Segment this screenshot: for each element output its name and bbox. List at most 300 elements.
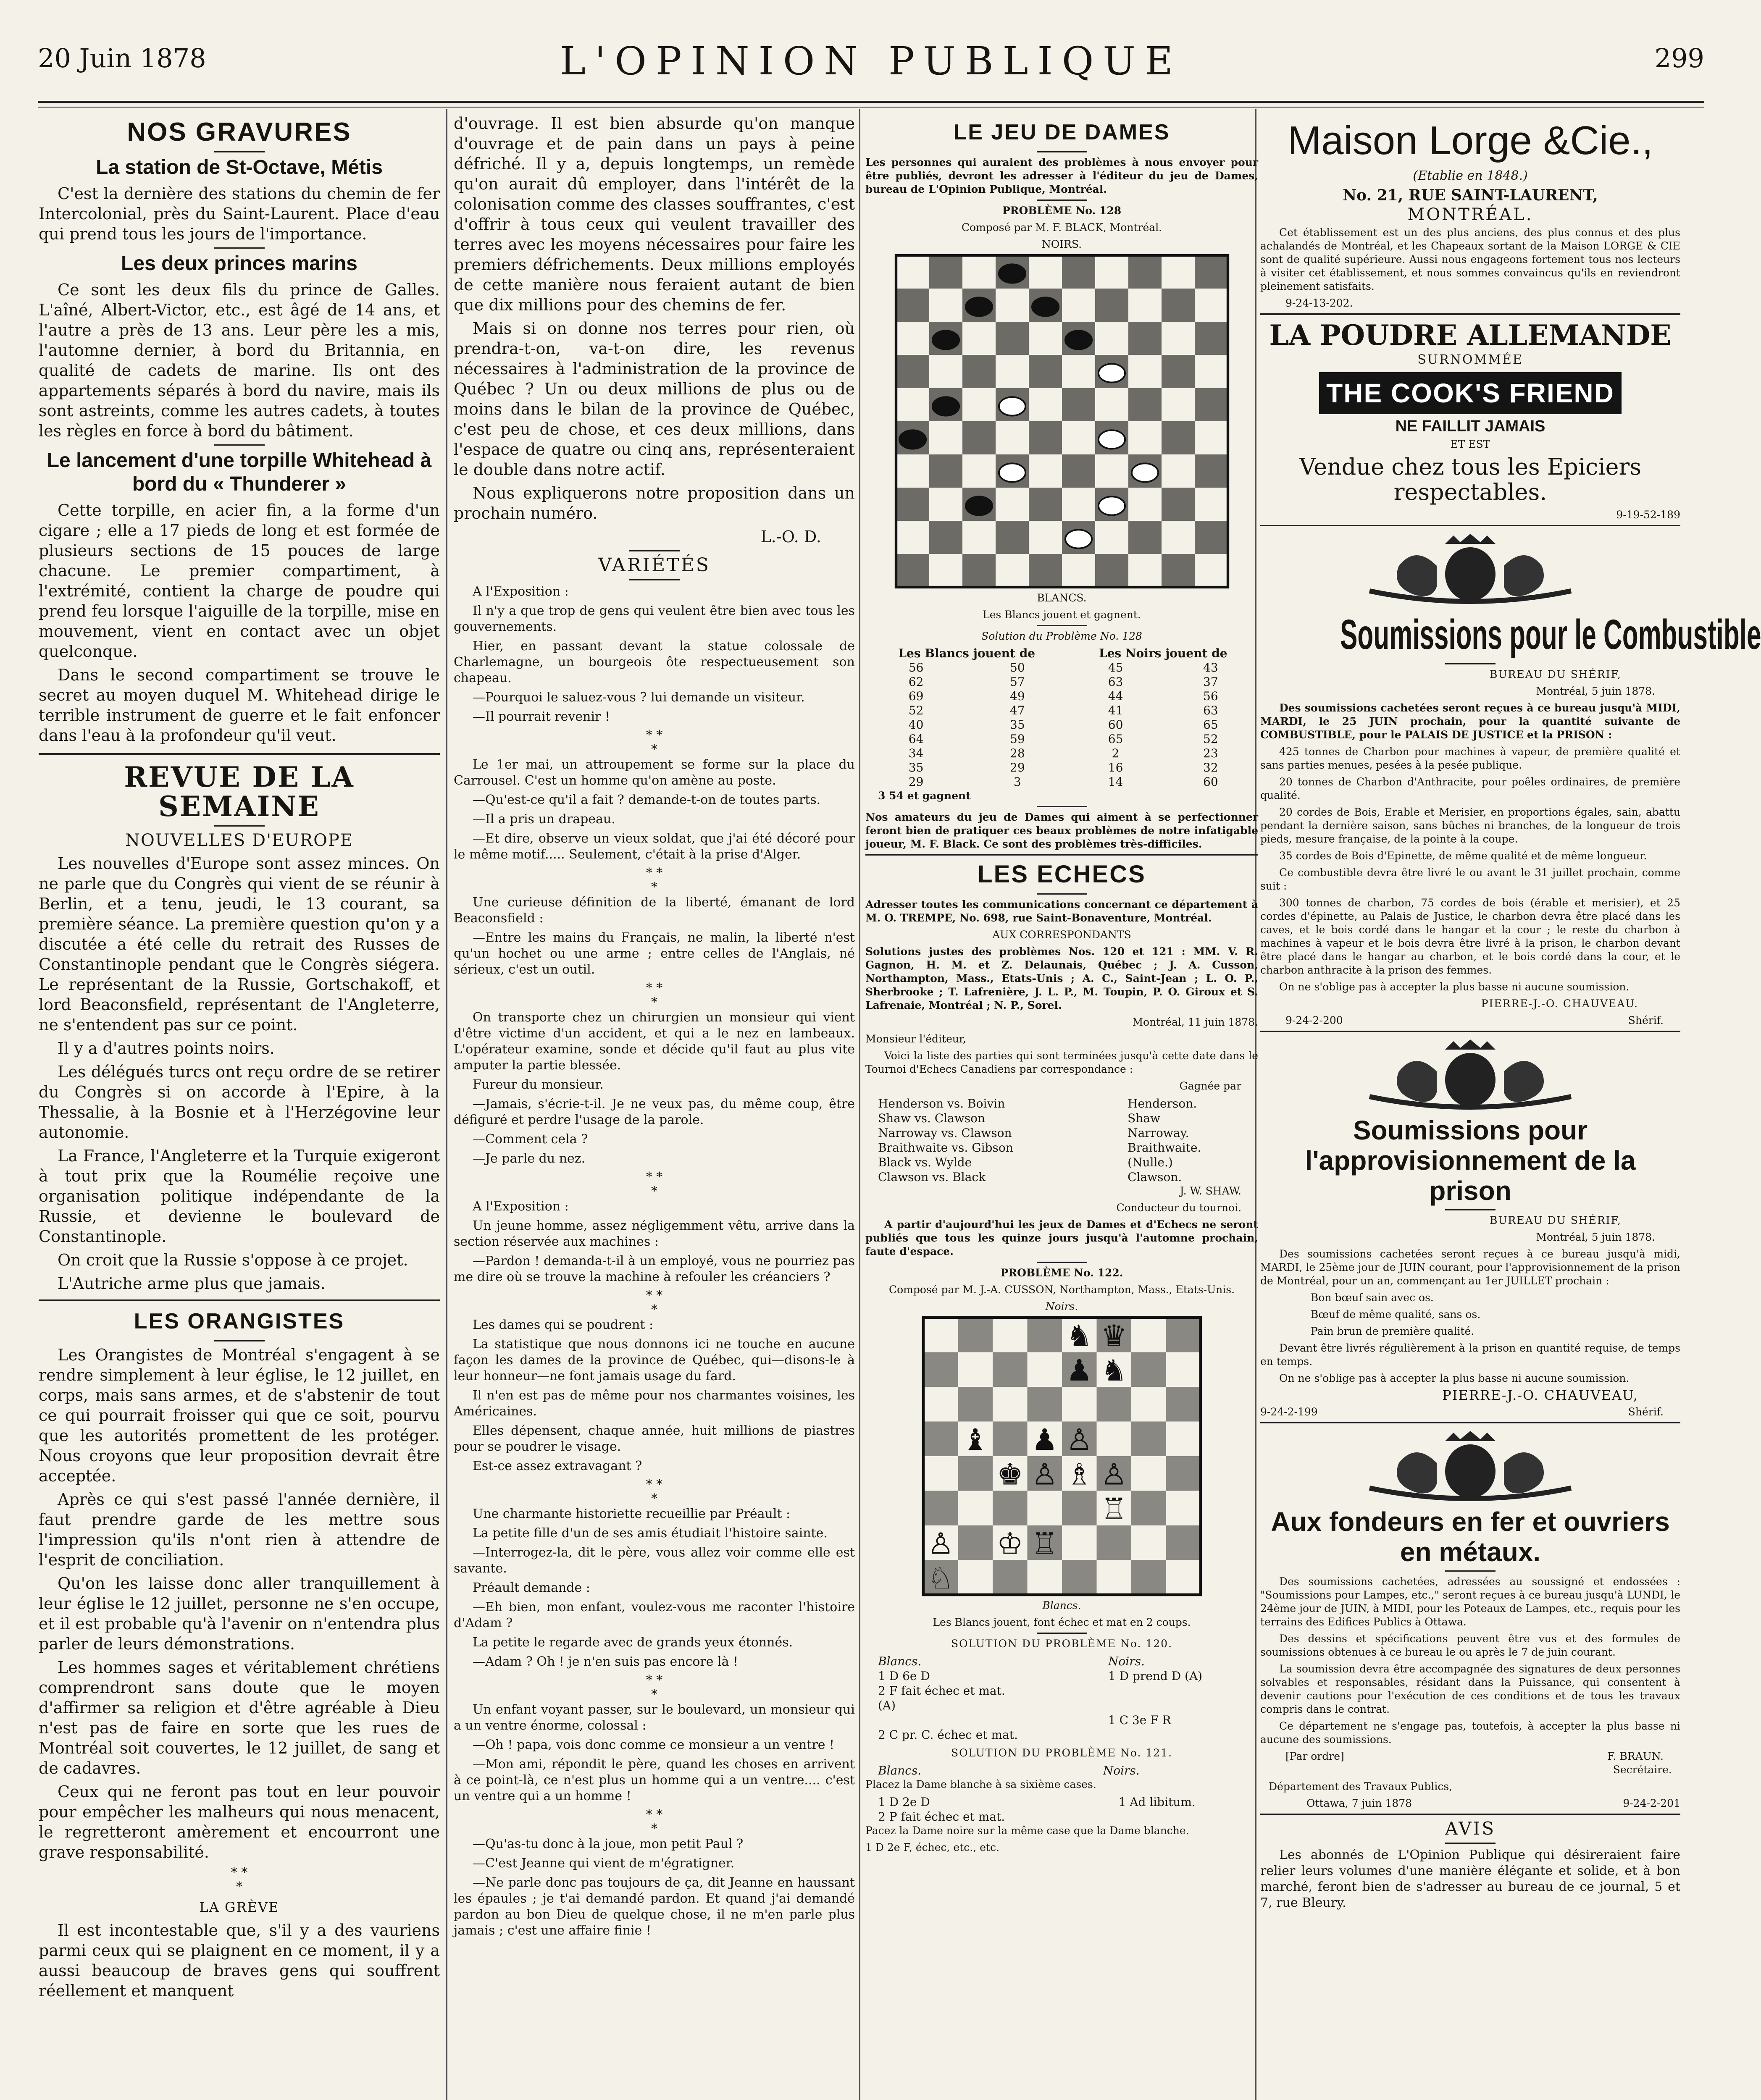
article-text: Un jeune homme, assez négligemment vêtu, arrive dans la section réservée aux machines :: [454, 1218, 855, 1249]
article-text: Qu'on les laisse donc aller tranquillement à leur église le 12 juillet, personne ne s'en occupe, et il est probable qu'à l'avenir on n'entendra plus parler de leurs démonstrations.: [39, 1574, 440, 1653]
table-row: [865, 1669, 1258, 1683]
ad-slogan: NE FAILLIT JAMAIS: [1395, 417, 1545, 435]
article-text: Cette torpille, en acier fin, a la forme d'un cigare ; elle a 17 pieds de long et est formée de plusieurs sections de 15 pouces de large chacune. Le premier compartiment, à l'extrémité, contient la charge de poudre qui prend feu lorsque l'aiguille de la torpille, mise en mouvement, vient en contact avec un objet quelconque.: [39, 501, 440, 661]
list-item: Bon bœuf sain avec os.: [1311, 1292, 1434, 1304]
board-square: [1027, 1491, 1062, 1526]
board-square: [1128, 355, 1162, 388]
divider: [214, 151, 265, 152]
black-checker-piece: [965, 496, 992, 515]
board-square: [1096, 1422, 1131, 1457]
divider: [1037, 200, 1087, 201]
board-square: [1128, 322, 1162, 355]
signature-title: Secrétaire.: [1613, 1764, 1672, 1776]
board-square: [1062, 1491, 1097, 1526]
article-text: La France, l'Angleterre et la Turquie exigeront à tout prix que la Roumélie reçoive une organisation politique indépendante de la Russie, et devienne le boulevard de Constantinople.: [39, 1147, 440, 1246]
divider: [1260, 1031, 1680, 1032]
table-cell: 16: [1108, 761, 1123, 774]
chess-piece-icon: [996, 1527, 1023, 1561]
chess-piece-icon: [1031, 1423, 1058, 1457]
article-text: Elles dépensent, chaque année, huit millions de piastres pour se poudrer le visage.: [454, 1423, 855, 1454]
column-1: [39, 113, 440, 2004]
board-square: [1029, 322, 1062, 355]
ad-code: 9-24-2-199: [1260, 1406, 1318, 1418]
board-square: [996, 289, 1029, 322]
board-square: [1062, 355, 1095, 388]
ad-text: 300 tonnes de charbon, 75 cordes de bois (érable et merisier), et 25 cordes d'épinette, au Palais de Justice, le charbon devra être placé dans les caves, et le bois cordé dans le hangar et la cour ; le reste du charbon à machines à vapeur et le bois devra être livré à la prison, le charbon devant être placé dans le hangar au charbon, et le bois cordé dans la cour, et le charbon anthracite à la prison des femmes.: [1260, 897, 1680, 976]
ad-office: BUREAU DU SHÉRIF,: [1490, 668, 1622, 680]
divider: [1260, 525, 1680, 526]
article-text: Une curieuse définition de la liberté, émanant de lord Beaconsfield :: [454, 895, 855, 926]
subheading: LA GRÈVE: [199, 1899, 279, 1915]
solution-line: Placez la Dame blanche à sa sixième cases.: [865, 1778, 1096, 1790]
board-square: [923, 1422, 958, 1457]
masthead: [38, 39, 1704, 102]
header-rule: [38, 101, 1704, 103]
article-text: Est-ce assez extravagant ?: [473, 1459, 642, 1473]
ad-subtitle: (Etablie en 1848.): [1413, 168, 1528, 183]
table-cell: 32: [1203, 761, 1218, 774]
signature: F. BRAUN.: [1607, 1750, 1664, 1762]
board-square: [896, 355, 929, 388]
royal-coat-of-arms-icon: [1353, 1429, 1588, 1501]
article-text: Le 1er mai, un attroupement se forme sur la place du Carrousel. C'est un homme qu'on amène au poste.: [454, 757, 855, 788]
ad-text: Des soumissions cachetées seront reçues à ce bureau jusqu'à midi, MARDI, le 25ème jour de JUIN courant, pour l'approvisionnement de la prison de Montréal, pour un an, commençant au 1er JUILLET prochain :: [1260, 1248, 1680, 1287]
table-cell: 49: [1010, 689, 1025, 703]
article-text: —Qu'as-tu donc à la joue, mon petit Paul ?: [473, 1837, 744, 1851]
article-text: —Comment cela ?: [473, 1132, 588, 1147]
problem-title: PROBLÈME No. 128: [1002, 205, 1122, 217]
black-checker-piece: [1065, 331, 1091, 349]
chess-board: [923, 1318, 1201, 1595]
board-square: [1131, 1387, 1166, 1422]
board-square: [1162, 521, 1195, 554]
table-cell: [1119, 1809, 1258, 1824]
board-square: [1029, 554, 1062, 587]
board-square: [1027, 1560, 1062, 1595]
board-square: [896, 322, 929, 355]
table-cell: 2: [1112, 746, 1120, 760]
column-3: [865, 113, 1258, 1858]
board-square: [993, 1560, 1028, 1595]
table-row: [865, 732, 1258, 746]
signature-line: [1260, 1405, 1680, 1419]
board-square: [962, 322, 996, 355]
table-row: [865, 1126, 1258, 1140]
board-square: [1131, 1318, 1166, 1352]
board-square: [929, 421, 962, 454]
article-text: Il est incontestable que, s'il y a des vauriens parmi ceux qui se plaignent en ce moment, il y a aussi beaucoup de braves gens qui souffrent réellement et manquent: [39, 1921, 440, 2000]
white-checker-piece: [1098, 364, 1125, 382]
divider: [1037, 1262, 1087, 1263]
board-square: [962, 255, 996, 289]
board-square: [1195, 355, 1228, 388]
table-row: [865, 1140, 1258, 1155]
table-cell: 63: [1203, 704, 1218, 717]
board-square: [929, 554, 962, 587]
ad-office: Département des Travaux Publics,: [1269, 1780, 1453, 1793]
board-square: [993, 1387, 1028, 1422]
board-square: [923, 1456, 958, 1491]
list-item: Pain brun de première qualité.: [1311, 1325, 1475, 1337]
board-square: [1195, 454, 1228, 488]
table-cell: Braithwaite vs. Gibson: [878, 1141, 1013, 1155]
ad-date: Ottawa, 7 juin 1878: [1306, 1797, 1412, 1809]
ad-code: 9-19-52-189: [1616, 509, 1680, 521]
table-row: [865, 1683, 1258, 1698]
table-header: Gagnée par: [1179, 1080, 1241, 1092]
board-square: [1128, 421, 1162, 454]
article-text: L'Autriche arme plus que jamais.: [58, 1274, 326, 1293]
divider: [39, 1299, 440, 1301]
article-text: Ce sont les deux fils du prince de Galles. L'aîné, Albert-Victor, etc., est âgé de 14 ans, et l'autre a près de 13 ans. Leur père les a mis, l'automne dernier, à bord du Britannia, en qualité de cadets de marine. Ils ont des appartements séparés à bord du navire, mais ils sont astreints, comme les autres cadets, à toutes les règles en force à bord du bâtiment.: [39, 281, 440, 440]
ad-item-list: [1260, 745, 1680, 863]
board-square: [1029, 355, 1062, 388]
ad-text: Les abonnés de L'Opinion Publique qui désireraient faire relier leurs volumes d'une manière élégante et solide, et à bon marché, feront bien de s'adresser au bureau de ce journal, 5 et 7, rue Bleury.: [1260, 1848, 1680, 1910]
list-item: Bœuf de même qualité, sans os.: [1311, 1308, 1481, 1320]
list-item: 20 tonnes de Charbon d'Anthracite, pour poêles ordinaires, de première qualité.: [1260, 776, 1680, 801]
article-text: A l'Exposition :: [473, 1199, 569, 1214]
signature: J. W. SHAW.: [1180, 1185, 1241, 1197]
table-cell: 40: [908, 718, 924, 732]
ad-text: Des soumissions cachetées, adressées au soussigné et endossées : "Soumissions pour Lampes, etc.," seront reçues à ce bureau jusqu'à LUNDI, le 24ème jour de JUIN, à MIDI, pour les Poteaux de Lampes, etc., requis pour les terrains des Edifices Publics à Ottawa.: [1260, 1575, 1680, 1628]
table-cell: [865, 1713, 1108, 1727]
solution-end: 3 54 et gagnent: [878, 790, 971, 802]
table-row: [865, 718, 1258, 732]
black-checker-piece: [899, 430, 925, 449]
board-square: [993, 1318, 1028, 1352]
article-text: Les Orangistes de Montréal s'engagent à se rendre simplement à leur église, le 12 juillet, en corps, mais sans armes, et de s'abstenir de tout ce qui pourrait froisser qui que ce soit, pourvu que les autorités promettent de les protéger. Nous croyons que leur proposition devrait être acceptée.: [39, 1346, 440, 1485]
column-header: Noirs.: [1108, 1654, 1145, 1668]
article-text: Les personnes qui auraient des problèmes à nous envoyer pour être publiés, devront les adresser à l'éditeur du jeu de Dames, bureau de L'Opinion Publique, Montréal.: [865, 156, 1258, 195]
board-square: [996, 421, 1029, 454]
board-square: [1166, 1456, 1201, 1491]
signature: L.-O. D.: [760, 528, 821, 546]
table-cell: Shaw: [1128, 1111, 1160, 1125]
table-cell: 1 C 3e F R: [1108, 1713, 1171, 1727]
ad-note: [Par ordre]: [1285, 1750, 1344, 1762]
table-cell: [1108, 1698, 1258, 1713]
divider: [1445, 1843, 1496, 1844]
board-square: [1162, 488, 1195, 521]
table-row: [865, 1809, 1258, 1824]
board-square: [1166, 1387, 1201, 1422]
article-title: Les deux princes marins: [121, 252, 357, 275]
board-square: [958, 1525, 993, 1560]
column-divider: [446, 109, 447, 2100]
column-header: Blancs.: [878, 1764, 922, 1777]
board-square: [1195, 521, 1228, 554]
column-2: [454, 113, 855, 1942]
divider: [1037, 893, 1087, 895]
board-square: [1029, 255, 1062, 289]
article-text: —Adam ? Oh ! je n'en suis pas encore là !: [473, 1654, 739, 1669]
issue-date: 20 Juin 1878: [38, 43, 206, 74]
star-separator: * * *: [646, 1170, 663, 1199]
article-text: La petite fille d'un de ses amis étudiait l'histoire sainte.: [473, 1526, 828, 1541]
article-text: Les délégués turcs ont reçu ordre de se retirer du Congrès si on accorde à l'Epire, à la Thessalie, à la Bosnie et à l'Herzégovine leur autonomie.: [39, 1063, 440, 1142]
table-row: [865, 775, 1258, 789]
board-square: [1195, 255, 1228, 289]
table-cell: 23: [1203, 746, 1218, 760]
letter-date: Montréal, 11 juin 1878.: [1132, 1016, 1258, 1028]
star-separator: * * *: [646, 1673, 663, 1702]
table-row: [865, 1096, 1258, 1111]
board-square: [1062, 421, 1095, 454]
board-square: [1162, 255, 1195, 289]
table-cell: Braithwaite.: [1128, 1141, 1201, 1155]
article-text: Il n'en est pas de même pour nos charmantes voisines, les Américaines.: [454, 1388, 855, 1419]
star-separator: * * *: [646, 728, 663, 757]
table-cell: 28: [1010, 746, 1025, 760]
list-item: 35 cordes de Bois d'Epinette, de même qualité et de même longueur.: [1279, 850, 1647, 862]
ad-text: Des dessins et spécifications peuvent être vus et des formules de soumissions obtenues à ce bureau le ou après le 7 de juin courant.: [1260, 1633, 1680, 1658]
star-separator: * * *: [646, 1477, 663, 1506]
article-text: Ceux qui ne feront pas tout en leur pouvoir pour empêcher les malheurs qui nous menacent, le regretteront amèrement et encourront une grave responsabilité.: [39, 1782, 440, 1861]
board-square: [1062, 255, 1095, 289]
ad-date: Montréal, 5 juin 1878.: [1536, 1231, 1655, 1243]
table-cell: 3: [1013, 775, 1021, 789]
table-cell: 1 D 6e D: [878, 1669, 930, 1683]
table-cell: 56: [908, 661, 924, 675]
board-square: [1095, 289, 1128, 322]
board-square: [1128, 289, 1162, 322]
table-row: [865, 1170, 1258, 1184]
board-square: [896, 488, 929, 521]
board-square: [1128, 488, 1162, 521]
solution-header: Les Noirs jouent de: [1099, 646, 1227, 660]
divider: [1260, 313, 1680, 315]
table-cell: [1108, 1683, 1258, 1698]
list-item: 20 cordes de Bois, Erable et Merisier, en proportions égales, sain, abattu pendant la dernière saison, sans bûches ni branches, de la longueur de trois pieds, mesure française, de la pointe à la coupe.: [1260, 806, 1680, 845]
board-square: [962, 421, 996, 454]
board-square: [1195, 289, 1228, 322]
board-square: [1095, 388, 1128, 421]
board-square: [1027, 1318, 1062, 1352]
star-separator: * * *: [646, 1807, 663, 1836]
board-square: [923, 1387, 958, 1422]
table-cell: 2 P fait échec et mat.: [878, 1810, 1005, 1824]
article-text: Une charmante historiette recueillie par Préault :: [473, 1507, 791, 1521]
table-row: [865, 675, 1258, 689]
article-text: Dans le second compartiment se trouve le secret au moyen duquel M. Whitehead dirige le terrible instrument de guerre et le fait enfoncer dans l'eau à la profondeur qu'il veut.: [39, 666, 440, 745]
table-cell: Henderson.: [1128, 1097, 1197, 1110]
board-square: [1095, 554, 1128, 587]
board-square: [1062, 289, 1095, 322]
board-square: [962, 355, 996, 388]
table-cell: 63: [1108, 675, 1123, 689]
divider: [1037, 806, 1087, 807]
board-square: [996, 322, 1029, 355]
board-square: [1128, 554, 1162, 587]
article-text: Nos amateurs du jeu de Dames qui aiment à se perfectionner feront bien de pratiquer ces beaux problèmes de notre infatigable joueur, M. F. Black. Ce sont des problèmes très-difficiles.: [865, 811, 1258, 850]
article-text: —C'est Jeanne qui vient de m'égratigner.: [473, 1856, 735, 1871]
board-square: [993, 1422, 1028, 1457]
table-row: [865, 661, 1258, 675]
chess-piece-icon: [927, 1527, 954, 1561]
board-square: [1062, 454, 1095, 488]
royal-coat-of-arms-icon: [1353, 532, 1588, 604]
article-text: —Eh bien, mon enfant, voulez-vous me raconter l'histoire d'Adam ?: [454, 1600, 855, 1630]
board-square: [1162, 355, 1195, 388]
board-square: [1095, 255, 1128, 289]
problem-author: Composé par M. J.-A. CUSSON, Northampton, Mass., Etats-Unis.: [888, 1284, 1235, 1296]
ad-subtitle: ET EST: [1450, 438, 1490, 450]
solution-table: [865, 1795, 1258, 1824]
table-cell: 60: [1108, 718, 1123, 732]
table-cell: 50: [1010, 661, 1025, 675]
board-square: [929, 454, 962, 488]
table-cell: Narroway vs. Clawson: [878, 1126, 1012, 1140]
table-cell: 41: [1108, 704, 1123, 717]
article-text: On transporte chez un chirurgien un monsieur qui vient d'être victime d'un accident, et qui a le nez en lambeaux. L'opérateur examine, sonde et décide qu'il faut au plus vite amputer la partie blessée.: [454, 1010, 855, 1073]
article-text: —Il pourrait revenir !: [473, 709, 610, 724]
table-cell: 56: [1203, 689, 1218, 703]
article-text: —Ne parle donc pas toujours de ça, dit Jeanne en haussant les épaules ; je t'ai demandé pardon. Et quand j'ai demandé pardon au bon Dieu de quelque chose, il ne m'en parle plus jamais ; c'est une affaire finie !: [454, 1875, 855, 1938]
signature-title: Conducteur du tournoi.: [1116, 1202, 1241, 1214]
table-cell: 1 D 2e D: [878, 1795, 930, 1809]
board-square: [993, 1491, 1028, 1526]
table-row: [865, 1795, 1258, 1809]
board-square: [993, 1352, 1028, 1387]
black-checker-piece: [999, 264, 1025, 283]
board-square: [1195, 554, 1228, 587]
article-text: Après ce qui s'est passé l'année dernière, il faut prendre garde de les mettre sous l'impression qu'ils n'ont rien à attendre de l'esprit de conciliation.: [39, 1490, 440, 1569]
board-square: [962, 388, 996, 421]
table-cell: 57: [1010, 675, 1025, 689]
board-square: [929, 289, 962, 322]
board-square: [1131, 1525, 1166, 1560]
board-square: [1131, 1422, 1166, 1457]
table-row: [865, 761, 1258, 775]
table-cell: (A): [878, 1698, 896, 1712]
black-checker-piece: [1032, 297, 1058, 316]
board-square: [896, 289, 929, 322]
board-square: [1131, 1456, 1166, 1491]
board-square: [1128, 255, 1162, 289]
board-square: [1195, 488, 1228, 521]
table-row: [865, 1727, 1258, 1742]
black-checker-piece: [932, 397, 959, 415]
table-row: [865, 1713, 1258, 1727]
board-square: [1162, 454, 1195, 488]
board-square: [996, 521, 1029, 554]
article-text: Préault demande :: [473, 1580, 590, 1595]
article-text: La petite le regarde avec de grands yeux étonnés.: [473, 1635, 793, 1650]
ad-text: On ne s'oblige pas à accepter la plus basse ni aucune soumission.: [1279, 981, 1630, 993]
divider: [1260, 1422, 1680, 1423]
signature-line: [1260, 1750, 1680, 1763]
header-rule-thin: [38, 107, 1704, 108]
brand-banner: THE COOK'S FRIEND: [1319, 372, 1622, 414]
solution-title: SOLUTION DU PROBLÈME No. 121.: [951, 1747, 1173, 1759]
board-square: [1166, 1491, 1201, 1526]
divider: [214, 825, 265, 827]
table-cell: 69: [908, 689, 924, 703]
ad-title: LA POUDRE ALLEMANDE: [1269, 319, 1672, 352]
board-square: [1062, 1560, 1097, 1595]
white-checker-piece: [999, 397, 1025, 415]
problem-title: PROBLÈME No. 122.: [1000, 1267, 1123, 1279]
divider: [214, 444, 265, 446]
board-label: BLANCS.: [1037, 592, 1087, 604]
divider: [1037, 1633, 1087, 1634]
table-cell: 64: [908, 732, 924, 746]
board-square: [1131, 1352, 1166, 1387]
tournament-table: [865, 1096, 1258, 1184]
board-square: [896, 388, 929, 421]
article-text: Fureur du monsieur.: [473, 1077, 604, 1092]
article-text: —Jamais, s'écrie-t-il. Je ne veux pas, du même coup, être défiguré et perdre l'usage de la parole.: [454, 1097, 855, 1127]
board-square: [958, 1456, 993, 1491]
chess-piece-icon: [996, 1457, 1023, 1492]
ad-office: BUREAU DU SHÉRIF,: [1490, 1214, 1622, 1226]
signature: PIERRE-J.-O. CHAUVEAU.: [1481, 998, 1638, 1010]
board-square: [1162, 388, 1195, 421]
white-checker-piece: [1098, 430, 1125, 449]
board-square: [1062, 1387, 1097, 1422]
chess-piece-icon: [1066, 1423, 1092, 1457]
article-text: C'est la dernière des stations du chemin de fer Intercolonial, près du Saint-Laurent. Place d'eau qui prend tous les jours de l'importance.: [39, 184, 440, 243]
black-checker-piece: [932, 331, 959, 349]
table-cell: 37: [1203, 675, 1218, 689]
solution-table: [865, 646, 1258, 789]
board-square: [896, 255, 929, 289]
column-header: Blancs.: [878, 1654, 922, 1668]
table-cell: 62: [908, 675, 924, 689]
solution-title: Solution du Problème No. 128: [981, 630, 1142, 642]
table-cell: (Nulle.): [1128, 1155, 1173, 1169]
board-square: [1195, 388, 1228, 421]
divider: [214, 1340, 265, 1341]
ad-text: La soumission devra être accompagnée des signatures de deux personnes solvables et responsables, résidant dans la Puissance, qui consentent à devenir cautions pour l'exécution de ces conditions et de tous les travaux compris dans le contrat.: [1260, 1663, 1680, 1715]
article-text: —Oh ! papa, vois donc comme ce monsieur a un ventre !: [473, 1738, 835, 1752]
divider: [1445, 1209, 1496, 1210]
article-title: Le lancement d'une torpille Whitehead à bord du « Thunderer »: [47, 449, 432, 495]
table-cell: Henderson vs. Boivin: [878, 1097, 1005, 1110]
table-cell: 14: [1108, 775, 1123, 789]
ad-text: On ne s'oblige pas à accepter la plus basse ni aucune soumission.: [1279, 1372, 1630, 1384]
letter-salutation: Monsieur l'éditeur,: [865, 1033, 967, 1045]
ad-text: Des soumissions cachetées seront reçues à ce bureau jusqu'à MIDI, MARDI, le 25 JUIN prochain, pour la quantité suivante de COMBUSTIBLE, pour le PALAIS DE JUSTICE et la PRISON :: [1260, 702, 1680, 741]
article-text: Hier, en passant devant la statue colossale de Charlemagne, un bourgeois ôte respectueusement son chapeau.: [454, 639, 855, 685]
article-text: —Pourquoi le saluez-vous ? lui demande un visiteur.: [473, 690, 805, 705]
article-text: Il n'y a que trop de gens qui veulent être bien avec tous les gouvernements.: [454, 604, 855, 634]
section-heading: REVUE DE LA SEMAINE: [124, 761, 355, 823]
article-title: La station de St-Octave, Métis: [96, 156, 383, 178]
table-cell: Clawson vs. Black: [878, 1170, 986, 1184]
board-square: [1162, 289, 1195, 322]
board-label: Noirs.: [1045, 1300, 1078, 1312]
ad-title: Soumissions pour l'approvisionnement de la prison: [1305, 1115, 1636, 1206]
article-text: Solutions justes des problèmes Nos. 120 et 121 : MM. V. R. Gagnon, H. M. et Z. Delaunais, Québec ; J. A. Cusson, Northampton, Mass., Etats-Unis ; A. C., Saint-Jean ; L. O. P., Sherbrooke ; T. Lafrenière, J. L. P., M. Toupin, P. O. Giroux et S. Lafrenaie, Montréal ; N. P., Sorel.: [865, 945, 1258, 1011]
table-cell: 29: [908, 775, 924, 789]
solution-table: [865, 1763, 1258, 1778]
chess-piece-icon: [1031, 1457, 1058, 1492]
board-square: [1062, 1525, 1097, 1560]
table-cell: 59: [1010, 732, 1025, 746]
chess-piece-icon: [1101, 1492, 1127, 1526]
divider: [1445, 1570, 1496, 1572]
problem-instruction: Les Blancs jouent, font échec et mat en 2 coups.: [933, 1616, 1191, 1628]
divider: [1037, 625, 1087, 626]
table-cell: 52: [1203, 732, 1218, 746]
board-square: [1166, 1422, 1201, 1457]
board-square: [1131, 1560, 1166, 1595]
board-square: [1131, 1491, 1166, 1526]
divider: [629, 550, 680, 551]
article-text: —Il a pris un drapeau.: [473, 812, 615, 827]
ad-text: Vendue chez tous les Epiciers respectables.: [1299, 454, 1642, 505]
